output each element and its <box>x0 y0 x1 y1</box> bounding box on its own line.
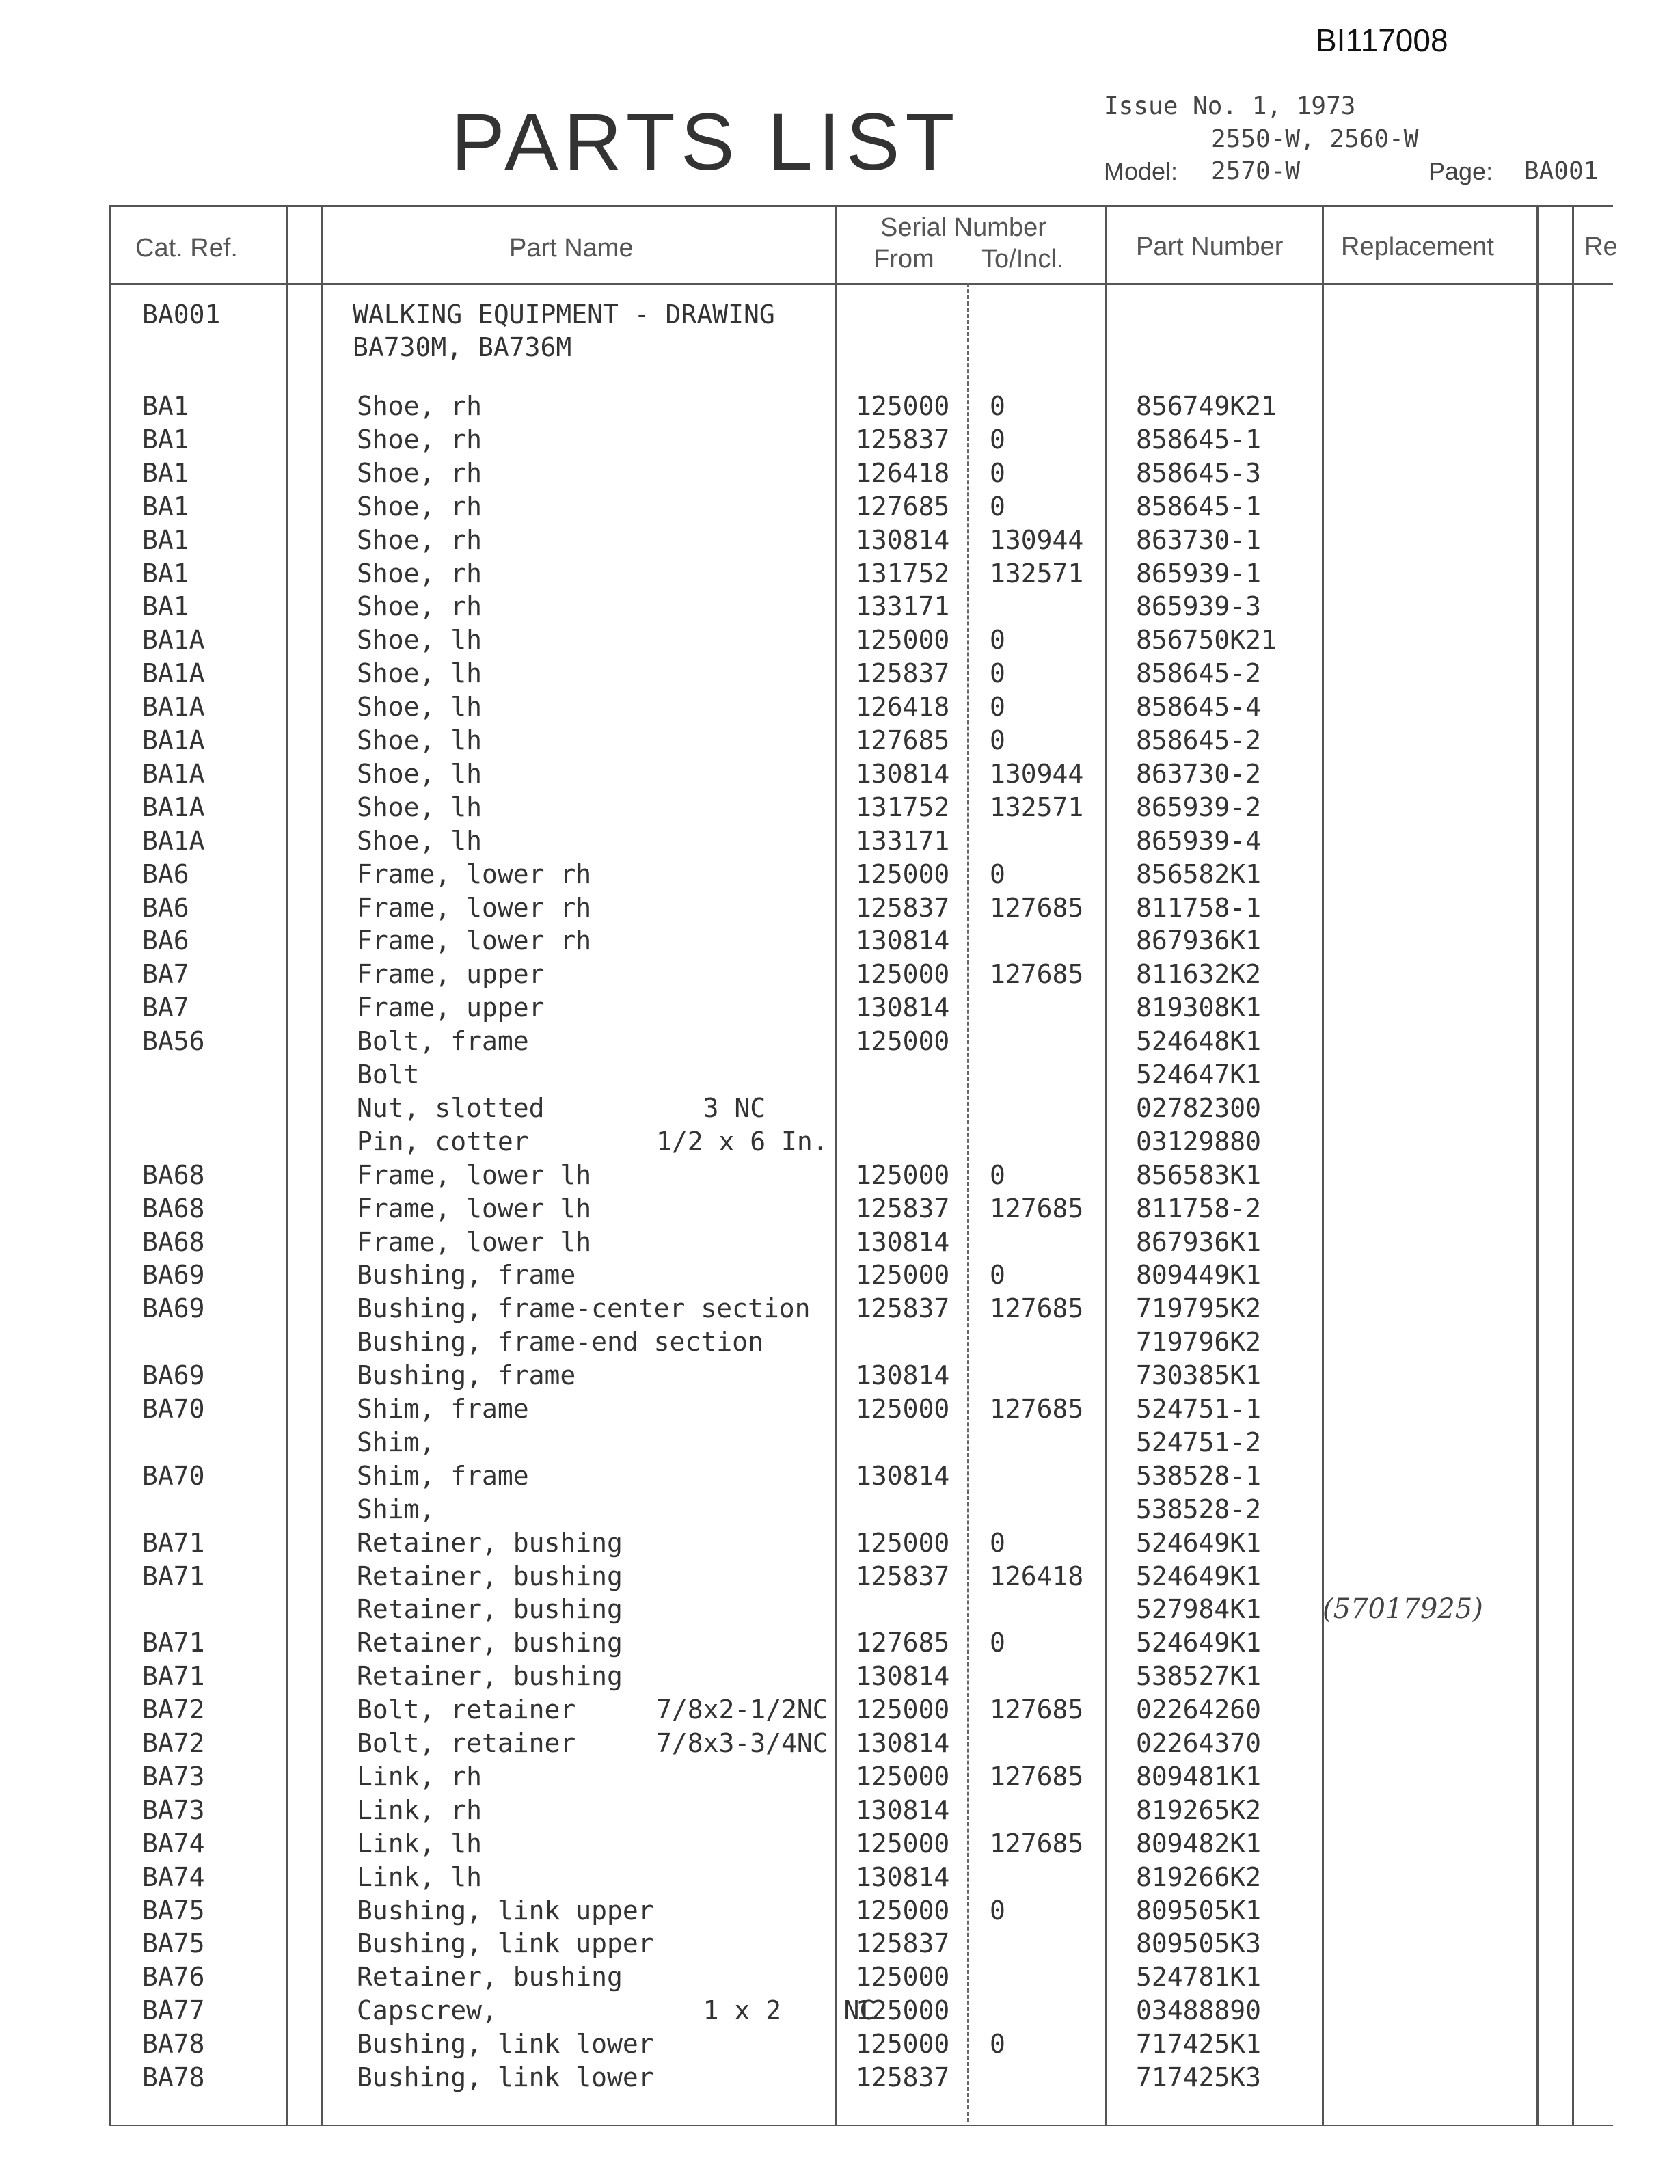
cat-ref-cell: BA69 <box>142 1260 205 1290</box>
table-row <box>0 991 1680 1024</box>
part-name-cell: Shoe, lh <box>357 725 483 755</box>
part-number-cell: 858645-3 <box>1136 458 1262 488</box>
cat-ref-cell: BA75 <box>142 1896 205 1926</box>
part-number-cell: 858645-2 <box>1136 725 1262 755</box>
serial-from-cell: 130814 <box>856 1661 950 1691</box>
table-row <box>0 1693 1680 1726</box>
serial-to-cell: 127685 <box>990 1762 1084 1792</box>
part-number-cell: 819308K1 <box>1136 993 1262 1023</box>
cat-ref-cell: BA6 <box>142 893 189 923</box>
cat-ref-cell: BA68 <box>142 1227 205 1257</box>
section-cat-ref: BA001 <box>142 299 221 329</box>
serial-to-cell: 0 <box>990 1260 1005 1290</box>
part-number-cell: 856582K1 <box>1136 859 1262 889</box>
serial-to-cell: 0 <box>990 1896 1005 1926</box>
part-name-cell: Link, lh <box>357 1862 483 1892</box>
cat-ref-cell: BA70 <box>142 1461 205 1491</box>
part-name-cell: Frame, lower rh <box>357 859 592 889</box>
cat-ref-cell: BA76 <box>142 1962 205 1992</box>
part-name-cell: Bushing, frame <box>357 1260 576 1290</box>
cat-ref-cell: BA73 <box>142 1795 205 1825</box>
serial-to-cell: 127685 <box>990 959 1084 989</box>
replacement-cell: (57017925) <box>1323 1593 1483 1625</box>
part-number-cell: 858645-1 <box>1136 424 1262 455</box>
serial-from-cell: 125000 <box>856 859 950 889</box>
header-part-number: Part Number <box>1136 232 1284 261</box>
serial-from-cell: 125000 <box>856 391 950 421</box>
cat-ref-cell: BA7 <box>142 959 189 989</box>
part-name-cell: Shoe, lh <box>357 759 483 789</box>
table-row <box>0 1894 1680 1927</box>
serial-to-cell: 0 <box>990 725 1005 755</box>
serial-to-cell: 126418 <box>990 1561 1084 1591</box>
cat-ref-cell: BA78 <box>142 2062 205 2092</box>
part-number-cell: 719795K2 <box>1136 1293 1262 1323</box>
part-number-cell: 867936K1 <box>1136 1227 1262 1257</box>
table-row <box>0 1660 1680 1693</box>
part-name-cell: Frame, lower lh <box>357 1227 592 1257</box>
table-row <box>0 390 1680 422</box>
part-name-cell: Retainer, bushing <box>357 1628 623 1658</box>
cat-ref-cell: BA1A <box>142 625 205 655</box>
part-number-cell: 524648K1 <box>1136 1026 1262 1056</box>
part-number-cell: 809505K3 <box>1136 1928 1262 1958</box>
serial-from-cell: 127685 <box>856 1628 950 1658</box>
part-name-cell: Shoe, rh <box>357 458 483 488</box>
cat-ref-cell: BA1 <box>142 491 189 522</box>
table-row <box>0 423 1680 456</box>
cat-ref-cell: BA68 <box>142 1194 205 1224</box>
part-number-cell: 867936K1 <box>1136 926 1262 956</box>
serial-from-cell: 125000 <box>856 959 950 989</box>
part-name-cell: Capscrew, <box>357 1995 498 2025</box>
part-number-cell: 730385K1 <box>1136 1360 1262 1390</box>
table-row <box>0 1359 1680 1392</box>
table-top-border <box>109 205 1613 207</box>
part-number-cell: 865939-2 <box>1136 792 1262 822</box>
part-number-cell: 809449K1 <box>1136 1260 1262 1290</box>
serial-from-cell: 125837 <box>856 658 950 688</box>
part-name-cell: Frame, lower lh <box>357 1194 592 1224</box>
serial-from-cell: 133171 <box>856 826 950 856</box>
part-name-cell: Shoe, rh <box>357 558 483 589</box>
part-name-cell: Shoe, rh <box>357 525 483 555</box>
table-row <box>0 891 1680 924</box>
page-title: PARTS LIST <box>451 97 960 187</box>
part-number-cell: 819266K2 <box>1136 1862 1262 1892</box>
part-name-cell: Shoe, lh <box>357 625 483 655</box>
serial-from-cell: 131752 <box>856 792 950 822</box>
table-row <box>0 958 1680 990</box>
part-name-cell: Bolt, frame <box>357 1026 529 1056</box>
serial-from-cell: 125000 <box>856 1528 950 1558</box>
cat-ref-cell: BA56 <box>142 1026 205 1056</box>
part-name-cell: Shim, frame <box>357 1394 529 1424</box>
header-from: From <box>873 245 934 273</box>
cat-ref-cell: BA69 <box>142 1293 205 1323</box>
part-number-cell: 858645-1 <box>1136 491 1262 522</box>
part-name-cell: Shoe, lh <box>357 826 483 856</box>
part-number-cell: 811632K2 <box>1136 959 1262 989</box>
table-row <box>0 1560 1680 1593</box>
part-name-cell: Link, rh <box>357 1795 483 1825</box>
serial-from-cell: 130814 <box>856 1728 950 1758</box>
cat-ref-cell: BA6 <box>142 926 189 956</box>
part-number-cell: 538528-2 <box>1136 1494 1262 1524</box>
part-name-cell: Retainer, bushing <box>357 1561 623 1591</box>
cat-ref-cell: BA7 <box>142 993 189 1023</box>
model-label: Model: <box>1104 157 1178 185</box>
part-number-cell: 856583K1 <box>1136 1160 1262 1190</box>
table-row <box>0 757 1680 790</box>
cat-ref-cell: BA6 <box>142 859 189 889</box>
part-number-cell: 809481K1 <box>1136 1762 1262 1792</box>
part-number-cell: 02264370 <box>1136 1728 1262 1758</box>
serial-from-cell: 125837 <box>856 1561 950 1591</box>
table-row <box>0 1994 1680 2027</box>
serial-from-cell: 130814 <box>856 1227 950 1257</box>
serial-to-cell: 130944 <box>990 525 1084 555</box>
part-number-cell: 524649K1 <box>1136 1628 1262 1658</box>
table-row <box>0 1861 1680 1893</box>
serial-from-cell: 125837 <box>856 893 950 923</box>
cat-ref-cell: BA68 <box>142 1160 205 1190</box>
part-name-cell: Retainer, bushing <box>357 1661 623 1691</box>
cat-ref-cell: BA1 <box>142 391 189 421</box>
part-name-cell: Bolt, retainer <box>357 1695 576 1725</box>
table-row <box>0 1292 1680 1325</box>
part-name-cell: Retainer, bushing <box>357 1962 623 1992</box>
cat-ref-cell: BA71 <box>142 1528 205 1558</box>
serial-to-cell: 127685 <box>990 1829 1084 1859</box>
part-name-cell: Frame, upper <box>357 959 545 989</box>
part-name-cell: Bushing, frame-center section <box>357 1293 811 1323</box>
table-row <box>0 2061 1680 2094</box>
table-row <box>0 623 1680 656</box>
table-row <box>0 1125 1680 1158</box>
part-number-cell: 865939-3 <box>1136 591 1262 621</box>
serial-to-cell: 127685 <box>990 1293 1084 1323</box>
cat-ref-cell: BA77 <box>142 1995 205 2025</box>
table-row <box>0 924 1680 957</box>
part-name-cell: Shoe, rh <box>357 424 483 455</box>
part-number-cell: 819265K2 <box>1136 1795 1262 1825</box>
spec-cell: 1 x 2 NC <box>656 1995 876 2025</box>
serial-to-cell: 132571 <box>990 792 1084 822</box>
part-name-cell: Pin, cotter <box>357 1127 529 1157</box>
part-name-cell: Shim, <box>357 1494 435 1524</box>
part-number-cell: 717425K1 <box>1136 2029 1262 2059</box>
serial-from-cell: 125000 <box>856 1829 950 1859</box>
part-number-cell: 856749K21 <box>1136 391 1277 421</box>
cat-ref-cell: BA71 <box>142 1661 205 1691</box>
table-row <box>0 791 1680 824</box>
cat-ref-cell: BA74 <box>142 1862 205 1892</box>
section-title: WALKING EQUIPMENT - DRAWING <box>353 299 775 329</box>
part-name-cell: Shim, frame <box>357 1461 529 1491</box>
part-name-cell: Shoe, lh <box>357 658 483 688</box>
serial-from-cell: 125000 <box>856 1026 950 1056</box>
page-value: BA001 <box>1524 157 1599 185</box>
part-name-cell: Shoe, lh <box>357 792 483 822</box>
table-row <box>0 690 1680 723</box>
table-row <box>0 590 1680 623</box>
table-row <box>0 1593 1680 1626</box>
part-number-cell: 524647K1 <box>1136 1060 1262 1090</box>
serial-to-cell: 132571 <box>990 558 1084 589</box>
part-number-cell: 863730-1 <box>1136 525 1262 555</box>
cat-ref-cell: BA71 <box>142 1561 205 1591</box>
serial-from-cell: 125000 <box>856 1762 950 1792</box>
part-number-cell: 865939-4 <box>1136 826 1262 856</box>
table-row <box>0 1159 1680 1191</box>
serial-from-cell: 125837 <box>856 1293 950 1323</box>
part-name-cell: Retainer, bushing <box>357 1594 623 1624</box>
part-number-cell: 524751-1 <box>1136 1394 1262 1424</box>
serial-from-cell: 126418 <box>856 458 950 488</box>
serial-from-cell: 125000 <box>856 1260 950 1290</box>
part-name-cell: Bushing, link upper <box>357 1928 654 1958</box>
part-name-cell: Shoe, rh <box>357 491 483 522</box>
cat-ref-cell: BA1A <box>142 826 205 856</box>
section-drawings: BA730M, BA736M <box>353 332 572 362</box>
part-number-cell: 538527K1 <box>1136 1661 1262 1691</box>
header-part-name: Part Name <box>509 234 634 262</box>
serial-from-cell: 130814 <box>856 926 950 956</box>
serial-from-cell: 125000 <box>856 1695 950 1725</box>
serial-from-cell: 127685 <box>856 725 950 755</box>
cat-ref-cell: BA1A <box>142 725 205 755</box>
serial-from-cell: 127685 <box>856 491 950 522</box>
serial-to-cell: 127685 <box>990 1695 1084 1725</box>
serial-to-cell: 0 <box>990 1628 1005 1658</box>
table-row <box>0 657 1680 690</box>
table-row <box>0 1760 1680 1793</box>
cat-ref-cell: BA1A <box>142 759 205 789</box>
serial-to-cell: 0 <box>990 658 1005 688</box>
table-row <box>0 1426 1680 1459</box>
cat-ref-cell: BA78 <box>142 2029 205 2059</box>
serial-from-cell: 125837 <box>856 1928 950 1958</box>
serial-from-cell: 125000 <box>856 1160 950 1190</box>
serial-to-cell: 0 <box>990 2029 1005 2059</box>
serial-to-cell: 0 <box>990 625 1005 655</box>
table-row <box>0 1258 1680 1291</box>
part-number-cell: 719796K2 <box>1136 1327 1262 1357</box>
serial-from-cell: 125837 <box>856 2062 950 2092</box>
part-name-cell: Bushing, link lower <box>357 2029 654 2059</box>
table-row <box>0 1526 1680 1559</box>
part-name-cell: Bolt <box>357 1060 420 1090</box>
part-name-cell: Link, lh <box>357 1829 483 1859</box>
part-name-cell: Bushing, link lower <box>357 2062 654 2092</box>
table-row <box>0 1493 1680 1526</box>
serial-to-cell: 0 <box>990 458 1005 488</box>
serial-to-cell: 0 <box>990 424 1005 455</box>
part-number-cell: 811758-2 <box>1136 1194 1262 1224</box>
cat-ref-cell: BA1A <box>142 658 205 688</box>
serial-from-cell: 130814 <box>856 1862 950 1892</box>
serial-to-cell: 127685 <box>990 1194 1084 1224</box>
cat-ref-cell: BA72 <box>142 1695 205 1725</box>
cat-ref-cell: BA71 <box>142 1628 205 1658</box>
table-row <box>0 858 1680 891</box>
part-name-cell: Frame, lower rh <box>357 893 592 923</box>
table-row <box>0 557 1680 590</box>
part-name-cell: Nut, slotted <box>357 1093 545 1123</box>
part-name-cell: Shoe, rh <box>357 591 483 621</box>
cat-ref-cell: BA1 <box>142 591 189 621</box>
table-row <box>0 1025 1680 1057</box>
cat-ref-cell: BA1A <box>142 792 205 822</box>
serial-from-cell: 125837 <box>856 1194 950 1224</box>
part-number-cell: 809482K1 <box>1136 1829 1262 1859</box>
cat-ref-cell: BA1A <box>142 692 205 722</box>
part-name-cell: Shim, <box>357 1427 435 1457</box>
part-name-cell: Shoe, lh <box>357 692 483 722</box>
part-name-cell: Bolt, retainer <box>357 1728 576 1758</box>
part-number-cell: 524649K1 <box>1136 1528 1262 1558</box>
serial-from-cell: 125000 <box>856 1896 950 1926</box>
serial-to-cell: 127685 <box>990 1394 1084 1424</box>
part-name-cell: Shoe, rh <box>357 391 483 421</box>
table-row <box>0 824 1680 857</box>
table-row <box>0 524 1680 556</box>
header-replacement: Replacement <box>1341 232 1494 261</box>
serial-to-cell: 130944 <box>990 759 1084 789</box>
serial-from-cell: 125000 <box>856 1394 950 1424</box>
serial-from-cell: 125000 <box>856 1995 950 2025</box>
part-number-cell: 863730-2 <box>1136 759 1262 789</box>
serial-to-cell: 0 <box>990 491 1005 522</box>
part-number-cell: 858645-4 <box>1136 692 1262 722</box>
serial-to-cell: 0 <box>990 391 1005 421</box>
serial-from-cell: 125000 <box>856 625 950 655</box>
part-number-cell: 03488890 <box>1136 1995 1262 2025</box>
table-row <box>0 1192 1680 1225</box>
part-number-cell: 02782300 <box>1136 1093 1262 1123</box>
part-number-cell: 717425K3 <box>1136 2062 1262 2092</box>
part-name-cell: Link, rh <box>357 1762 483 1792</box>
cat-ref-cell: BA70 <box>142 1394 205 1424</box>
serial-from-cell: 133171 <box>856 591 950 621</box>
serial-to-cell: 0 <box>990 859 1005 889</box>
serial-to-cell: 127685 <box>990 893 1084 923</box>
cat-ref-cell: BA1 <box>142 458 189 488</box>
header-divider <box>109 283 1613 285</box>
part-name-cell: Bushing, frame-end section <box>357 1327 763 1357</box>
part-number-cell: 524751-2 <box>1136 1427 1262 1457</box>
serial-from-cell: 125837 <box>856 424 950 455</box>
table-row <box>0 1058 1680 1091</box>
table-row <box>0 1827 1680 1860</box>
part-number-cell: 538528-1 <box>1136 1461 1262 1491</box>
serial-from-cell: 130814 <box>856 1360 950 1390</box>
part-number-cell: 02264260 <box>1136 1695 1262 1725</box>
table-row <box>0 457 1680 489</box>
cat-ref-cell: BA72 <box>142 1728 205 1758</box>
serial-from-cell: 125000 <box>856 2029 950 2059</box>
serial-from-cell: 130814 <box>856 525 950 555</box>
table-row <box>0 490 1680 523</box>
part-name-cell: Frame, lower lh <box>357 1160 592 1190</box>
table-row <box>0 724 1680 757</box>
header-to-incl: To/Incl. <box>981 245 1064 273</box>
header-serial-number: Serial Number <box>880 213 1046 242</box>
serial-from-cell: 130814 <box>856 993 950 1023</box>
cat-ref-cell: BA1 <box>142 525 189 555</box>
header-rev: Re <box>1584 232 1618 261</box>
serial-from-cell: 126418 <box>856 692 950 722</box>
table-row <box>0 1459 1680 1492</box>
part-number-cell: 865939-1 <box>1136 558 1262 589</box>
table-row <box>0 1325 1680 1358</box>
table-row <box>0 1226 1680 1258</box>
table-row <box>0 1927 1680 1960</box>
cat-ref-cell: BA75 <box>142 1928 205 1958</box>
part-name-cell: Frame, lower rh <box>357 926 592 956</box>
part-number-cell: 809505K1 <box>1136 1896 1262 1926</box>
model-value: 2570-W <box>1211 157 1301 185</box>
part-number-cell: 524649K1 <box>1136 1561 1262 1591</box>
table-bottom-border <box>109 2125 1613 2126</box>
table-row <box>0 1626 1680 1659</box>
spec-cell: 1/2 x 6 In. <box>656 1127 828 1157</box>
cat-ref-cell: BA1 <box>142 558 189 589</box>
table-row <box>0 1392 1680 1425</box>
serial-to-cell: 0 <box>990 692 1005 722</box>
serial-from-cell: 130814 <box>856 759 950 789</box>
part-number-cell: 811758-1 <box>1136 893 1262 923</box>
serial-to-cell: 0 <box>990 1528 1005 1558</box>
model-list: 2550-W, 2560-W <box>1211 125 1419 153</box>
serial-from-cell: 130814 <box>856 1795 950 1825</box>
part-number-cell: 524781K1 <box>1136 1962 1262 1992</box>
part-name-cell: Bushing, link upper <box>357 1896 654 1926</box>
table-row <box>0 1794 1680 1826</box>
document-id: BI117008 <box>1316 23 1448 58</box>
part-name-cell: Bushing, frame <box>357 1360 576 1390</box>
cat-ref-cell: BA1 <box>142 424 189 455</box>
serial-from-cell: 130814 <box>856 1461 950 1491</box>
page-label: Page: <box>1428 157 1493 185</box>
part-number-cell: 03129880 <box>1136 1127 1262 1157</box>
spec-cell: 3 NC <box>656 1093 766 1123</box>
cat-ref-cell: BA74 <box>142 1829 205 1859</box>
serial-from-cell: 131752 <box>856 558 950 589</box>
table-row <box>0 2027 1680 2060</box>
table-row <box>0 1092 1680 1124</box>
part-name-cell: Retainer, bushing <box>357 1528 623 1558</box>
part-number-cell: 856750K21 <box>1136 625 1277 655</box>
spec-cell: 7/8x2-1/2NC <box>656 1695 828 1725</box>
cat-ref-cell: BA73 <box>142 1762 205 1792</box>
serial-from-cell: 125000 <box>856 1962 950 1992</box>
part-number-cell: 858645-2 <box>1136 658 1262 688</box>
cat-ref-cell: BA69 <box>142 1360 205 1390</box>
issue-number: Issue No. 1, 1973 <box>1104 92 1356 120</box>
table-row <box>0 1727 1680 1760</box>
serial-to-cell: 0 <box>990 1160 1005 1190</box>
part-name-cell: Frame, upper <box>357 993 545 1023</box>
header-cat-ref: Cat. Ref. <box>135 234 238 262</box>
table-row <box>0 1960 1680 1993</box>
part-number-cell: 527984K1 <box>1136 1594 1262 1624</box>
spec-cell: 7/8x3-3/4NC <box>656 1728 828 1758</box>
